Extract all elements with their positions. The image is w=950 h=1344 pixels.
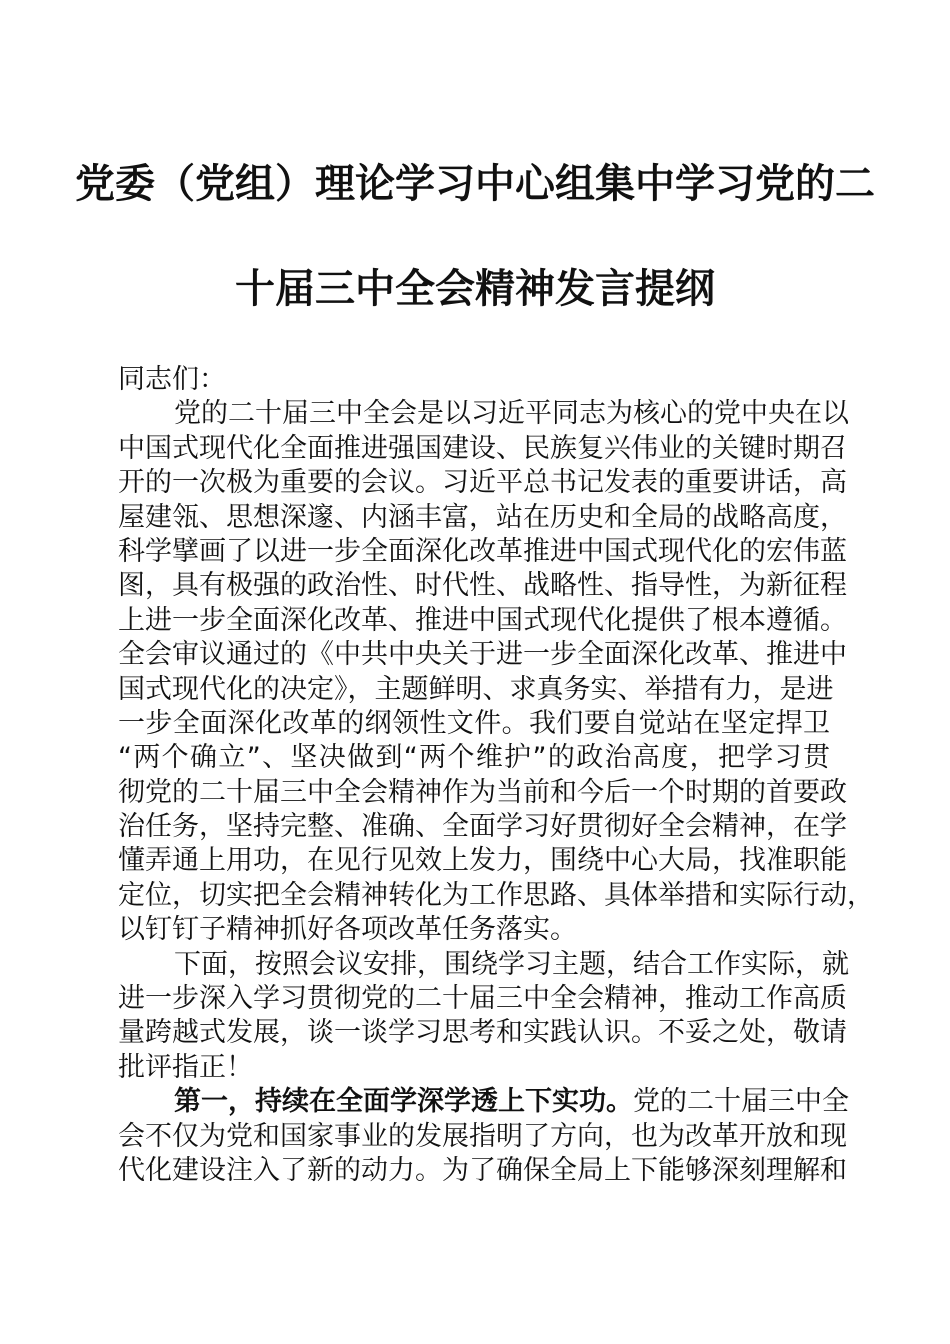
section-1-first-line-text: 党的二十届三中全	[633, 1086, 849, 1118]
document-title-line-2: 十届三中全会精神发言提纲	[235, 265, 715, 312]
paragraph-1-line: 开的一次极为重要的会议。习近平总书记发表的重要讲话，高	[118, 467, 847, 499]
paragraph-1-line: “两个确立”、坚决做到“两个维护”的政治高度，把学习贯	[118, 742, 830, 774]
paragraph-1-line: 定位，切实把全会精神转化为工作思路、具体举措和实际行动，	[118, 879, 874, 911]
paragraph-2-line: 量跨越式发展，谈一谈学习思考和实践认识。不妥之处，敬请	[118, 1017, 847, 1049]
paragraph-1-line: 一步全面深化改革的纲领性文件。我们要自觉站在坚定捍卫	[118, 707, 830, 739]
paragraph-1-line: 图，具有极强的政治性、时代性、战略性、指导性，为新征程	[118, 570, 847, 602]
paragraph-1-line: 国式现代化的决定》，主题鲜明、求真务实、举措有力，是进	[118, 673, 834, 705]
salutation: 同志们：	[118, 364, 226, 395]
document-title-line-1: 党委（党组）理论学习中心组集中学习党的二	[75, 160, 875, 207]
paragraph-2-line: 进一步深入学习贯彻党的二十届三中全会精神，推动工作高质	[118, 983, 847, 1015]
section-1-heading: 第一，持续在全面学深学透上下实功。	[174, 1086, 633, 1118]
paragraph-1-line: 屋建瓴、思想深邃、内涵丰富，站在历史和全局的战略高度，	[118, 501, 847, 533]
paragraph-1-line: 党的二十届三中全会是以习近平同志为核心的党中央在以	[174, 398, 849, 430]
section-1-first-line	[118, 1085, 849, 1119]
paragraph-1-line: 上进一步全面深化改革、推进中国式现代化提供了根本遵循。	[118, 604, 847, 636]
paragraph-1-line: 科学擘画了以进一步全面深化改革推进中国式现代化的宏伟蓝	[118, 535, 847, 567]
paragraph-1-line: 懂弄通上用功，在见行见效上发力，围绕中心大局，找准职能	[118, 845, 847, 877]
paragraph-2-line: 下面，按照会议安排，围绕学习主题，结合工作实际，就	[174, 948, 849, 980]
paragraph-1-line: 以钉钉子精神抓好各项改革任务落实。	[118, 914, 577, 946]
paragraph-1-line: 全会审议通过的《中共中央关于进一步全面深化改革、推进中	[118, 639, 847, 671]
paragraph-2	[118, 948, 849, 1086]
paragraph-2-line: 批评指正！	[118, 1051, 253, 1083]
paragraph-1	[118, 397, 874, 947]
section-1-line: 代化建设注入了新的动力。为了确保全局上下能够深刻理解和	[118, 1154, 847, 1186]
paragraph-1-line: 治任务，坚持完整、准确、全面学习好贯彻好全会精神，在学	[118, 811, 847, 843]
document-body	[118, 363, 874, 1188]
paragraph-1-line: 中国式现代化全面推进强国建设、民族复兴伟业的关键时期召	[118, 432, 847, 464]
paragraph-1-line: 彻党的二十届三中全会精神作为当前和今后一个时期的首要政	[118, 776, 847, 808]
section-1	[118, 1085, 849, 1188]
section-1-line: 会不仅为党和国家事业的发展指明了方向，也为改革开放和现	[118, 1120, 847, 1152]
